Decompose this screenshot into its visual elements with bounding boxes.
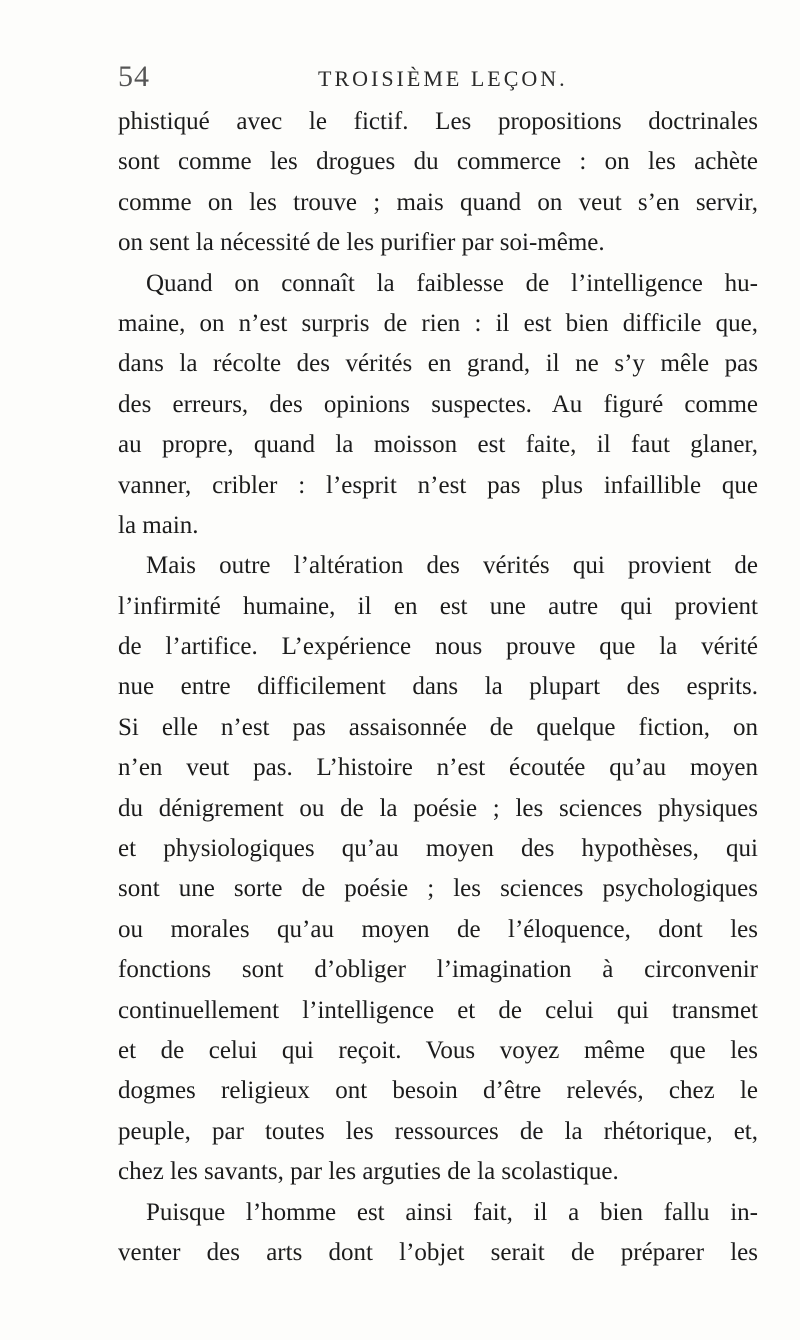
text-line: venter des arts dont l’objet serait de préparer les bbox=[118, 1238, 758, 1266]
body-text bbox=[118, 102, 758, 1273]
text-line: Quand on connaît la faiblesse de l’intelligence hu- bbox=[146, 269, 758, 297]
text-line: Puisque l’homme est ainsi fait, il a bien fallu in- bbox=[146, 1198, 758, 1226]
text-line: on sent la nécessité de les purifier par soi-même. bbox=[118, 229, 605, 257]
text-line: ou morales qu’au moyen de l’éloquence, dont les bbox=[118, 915, 758, 943]
text-line: la main. bbox=[118, 511, 199, 539]
page-number: 54 bbox=[118, 60, 150, 93]
text-line: maine, on n’est surpris de rien : il est bien difficile que, bbox=[118, 309, 758, 337]
text-line: l’infirmité humaine, il en est une autre qui provient bbox=[118, 592, 758, 620]
text-line: et de celui qui reçoit. Vous voyez même que les bbox=[118, 1036, 758, 1064]
text-line: fonctions sont d’obliger l’imagination à circonvenir bbox=[118, 956, 758, 984]
text-line: phistiqué avec le fictif. Les propositions doctrinales bbox=[118, 108, 758, 135]
running-head: TROISIÈME LEÇON. bbox=[318, 66, 568, 91]
text-line: chez les savants, par les arguties de la scolastique. bbox=[118, 1158, 619, 1186]
text-line: nue entre difficilement dans la plupart des esprits. bbox=[118, 673, 758, 701]
text-line: des erreurs, des opinions suspectes. Au figuré comme bbox=[118, 390, 758, 418]
text-line: Mais outre l’altération des vérités qui provient de bbox=[146, 552, 758, 580]
text-line: vanner, cribler : l’esprit n’est pas plus infaillible que bbox=[118, 471, 758, 499]
text-line: continuellement l’intelligence et de celui qui transmet bbox=[118, 996, 758, 1024]
text-line: et physiologiques qu’au moyen des hypothèses, qui bbox=[118, 835, 758, 863]
page-header bbox=[118, 60, 758, 100]
text-line: comme on les trouve ; mais quand on veut s’en servir, bbox=[118, 188, 758, 216]
text-line: du dénigrement ou de la poésie ; les sciences physiques bbox=[118, 794, 758, 822]
text-line: n’en veut pas. L’histoire n’est écoutée qu’au moyen bbox=[118, 754, 758, 782]
text-line: au propre, quand la moisson est faite, il faut glaner, bbox=[118, 431, 758, 459]
text-line: sont une sorte de poésie ; les sciences psychologiques bbox=[118, 875, 758, 903]
text-line: dogmes religieux ont besoin d’être relevés, chez le bbox=[118, 1077, 758, 1105]
text-line: peuple, par toutes les ressources de la rhétorique, et, bbox=[118, 1117, 758, 1145]
text-line: sont comme les drogues du commerce : on les achète bbox=[118, 148, 758, 176]
text-line: de l’artifice. L’expérience nous prouve que la vérité bbox=[118, 633, 758, 661]
text-line: dans la récolte des vérités en grand, il ne s’y mêle pas bbox=[118, 350, 758, 378]
text-line: Si elle n’est pas assaisonnée de quelque fiction, on bbox=[118, 713, 758, 741]
